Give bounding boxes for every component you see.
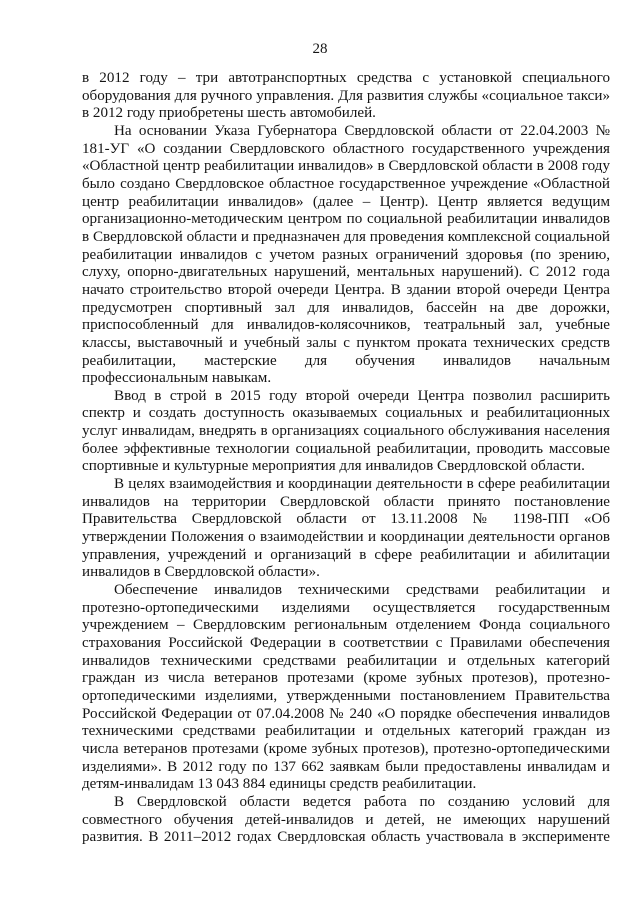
paragraph-second-stage: Ввод в строй в 2015 году второй очереди Центра позволил расширить спектр и создать доступность оказываемых социальных и реабилитационных услуг инвалидам, внедрять в организациях социального обслуживания населения более эффективные технологии социальной реабилитации, проводить массовые спортивные и культурные мероприятия для инвалидов Свердловской области. bbox=[82, 387, 610, 475]
paragraph-inclusive-education: В Свердловской области ведется работа по созданию условий для совместного обучения детей-инвалидов и детей, не имеющих нарушений развития. В 2011–2012 годах Свердловская область участвовала в эксперименте bbox=[82, 793, 610, 846]
paragraph-technical-means: Обеспечение инвалидов техническими средствами реабилитации и протезно-ортопедическими изделиями осуществляется государственным учреждением – Свердловским региональным отделением Фонда социального страхования Российской Федерации в соответствии с Правилами обеспечения инвалидов техническими средствами реабилитации и отдельных категорий граждан из числа ветеранов протезами (кроме зубных протезов), протезно-ортопедическими изделиями, утвержденными постановлением Правительства Российской Федерации от 07.04.2008 № 240 «О порядке обеспечения инвалидов техническими средствами реабилитации и отдельных категорий граждан из числа ветеранов протезами (кроме зубных протезов), протезно-ортопедическими изделиями». В 2012 году по 137 662 заявкам были предоставлены инвалидам и детям-инвалидам 13 043 884 единицы средств реабилитации. bbox=[82, 582, 610, 793]
page-number: 28 bbox=[312, 41, 328, 57]
paragraph-coordination: В целях взаимодействия и координации деятельности в сфере реабилитации инвалидов на территории Свердловской области принято постановление Правительства Свердловской области от 13.11.2008 № 1198-ПП «Об утверждении Положения о взаимодействии и координации деятельности органов управления, учреждений и организаций в сфере реабилитации и абилитации инвалидов в Свердловской области». bbox=[82, 476, 610, 581]
paragraph-rehab-center: На основании Указа Губернатора Свердловской области от 22.04.2003 № 181-УГ «О создании Свердловского областного государственного учреждения «Областной центр реабилитации инвалидов» в Свердловской области в 2008 году было создано Свердловское областное государственное учреждение «Областной центр реабилитации инвалидов» (далее – Центр). Центр является ведущим организационно-методическим центром по социальной реабилитации инвалидов в Свердловской области и предназначен для проведения комплексной социальной реабилитации инвалидов с учетом разных ограничений здоровья (по зрению, слуху, опорно-двигательных нарушений, ментальных нарушений). С 2012 года начато строительство второй очереди Центра. В здании второй очереди Центра предусмотрен спортивный зал для инвалидов, бассейн на две дорожки, приспособленный для инвалидов-колясочников, театральный зал, учебные классы, выставочный и учебный залы с пунктом проката технических средств реабилитации, мастерские для обучения инвалидов начальным профессиональным навыкам. bbox=[82, 122, 610, 387]
paragraph-continuation: в 2012 году – три автотранспортных средства с установкой специального оборудования для ручного управления. Для развития службы «социальное такси» в 2012 году приобретены шесть автомобилей. bbox=[82, 70, 610, 122]
body-text bbox=[82, 70, 610, 847]
